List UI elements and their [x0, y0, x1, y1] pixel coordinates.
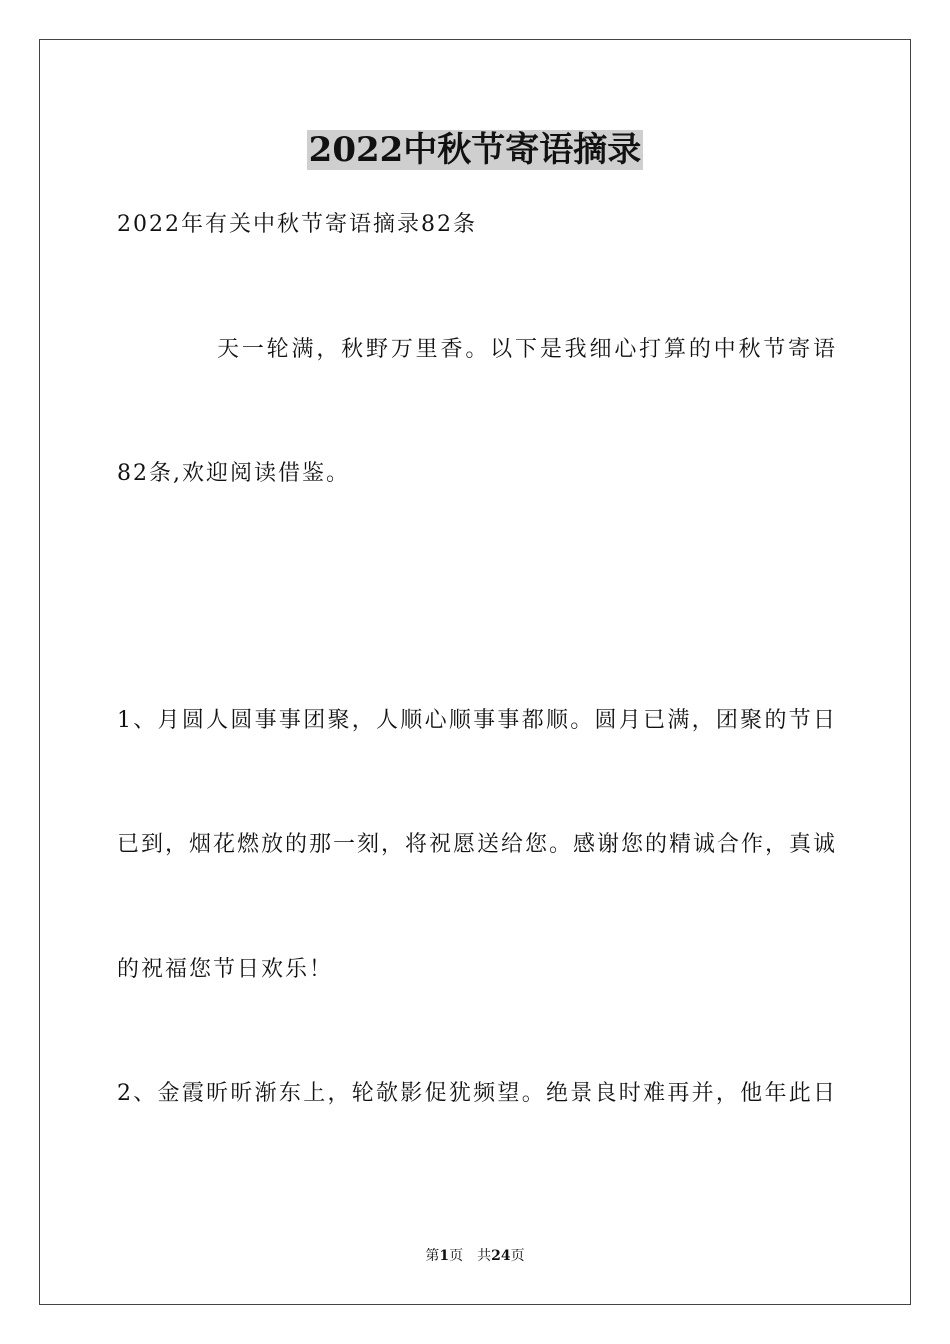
- page-footer: [0, 1247, 950, 1265]
- item-1-line-2: 已到，烟花燃放的那一刻，将祝愿送给您。感谢您的精诚合作，真诚: [117, 832, 838, 857]
- item-1-line-1: 1、月圆人圆事事团聚，人顺心顺事事都顺。圆月已满，团聚的节日: [117, 708, 837, 733]
- footer-page-suffix: 页: [449, 1248, 464, 1264]
- item-2-line-1: 2、金霞昕昕渐东上，轮欹影促犹频望。绝景良时难再并，他年此日: [117, 1081, 837, 1106]
- document-title: [0, 128, 950, 172]
- document-subtitle: 2022年有关中秋节寄语摘录82条: [117, 212, 477, 237]
- footer-total-prefix: 共: [477, 1248, 492, 1264]
- footer-total-pages: 24: [491, 1248, 511, 1264]
- intro-line-2: 82条,欢迎阅读借鉴。: [117, 461, 350, 486]
- footer-page-prefix: 第: [425, 1248, 440, 1264]
- item-1-line-3: 的祝福您节日欢乐！: [117, 957, 334, 982]
- document-title-text: 2022中秋节寄语摘录: [308, 130, 642, 170]
- footer-page-number: 1: [439, 1248, 450, 1264]
- intro-line-1: 天一轮满，秋野万里香。以下是我细心打算的中秋节寄语: [217, 337, 837, 362]
- footer-total-suffix: 页: [510, 1248, 525, 1264]
